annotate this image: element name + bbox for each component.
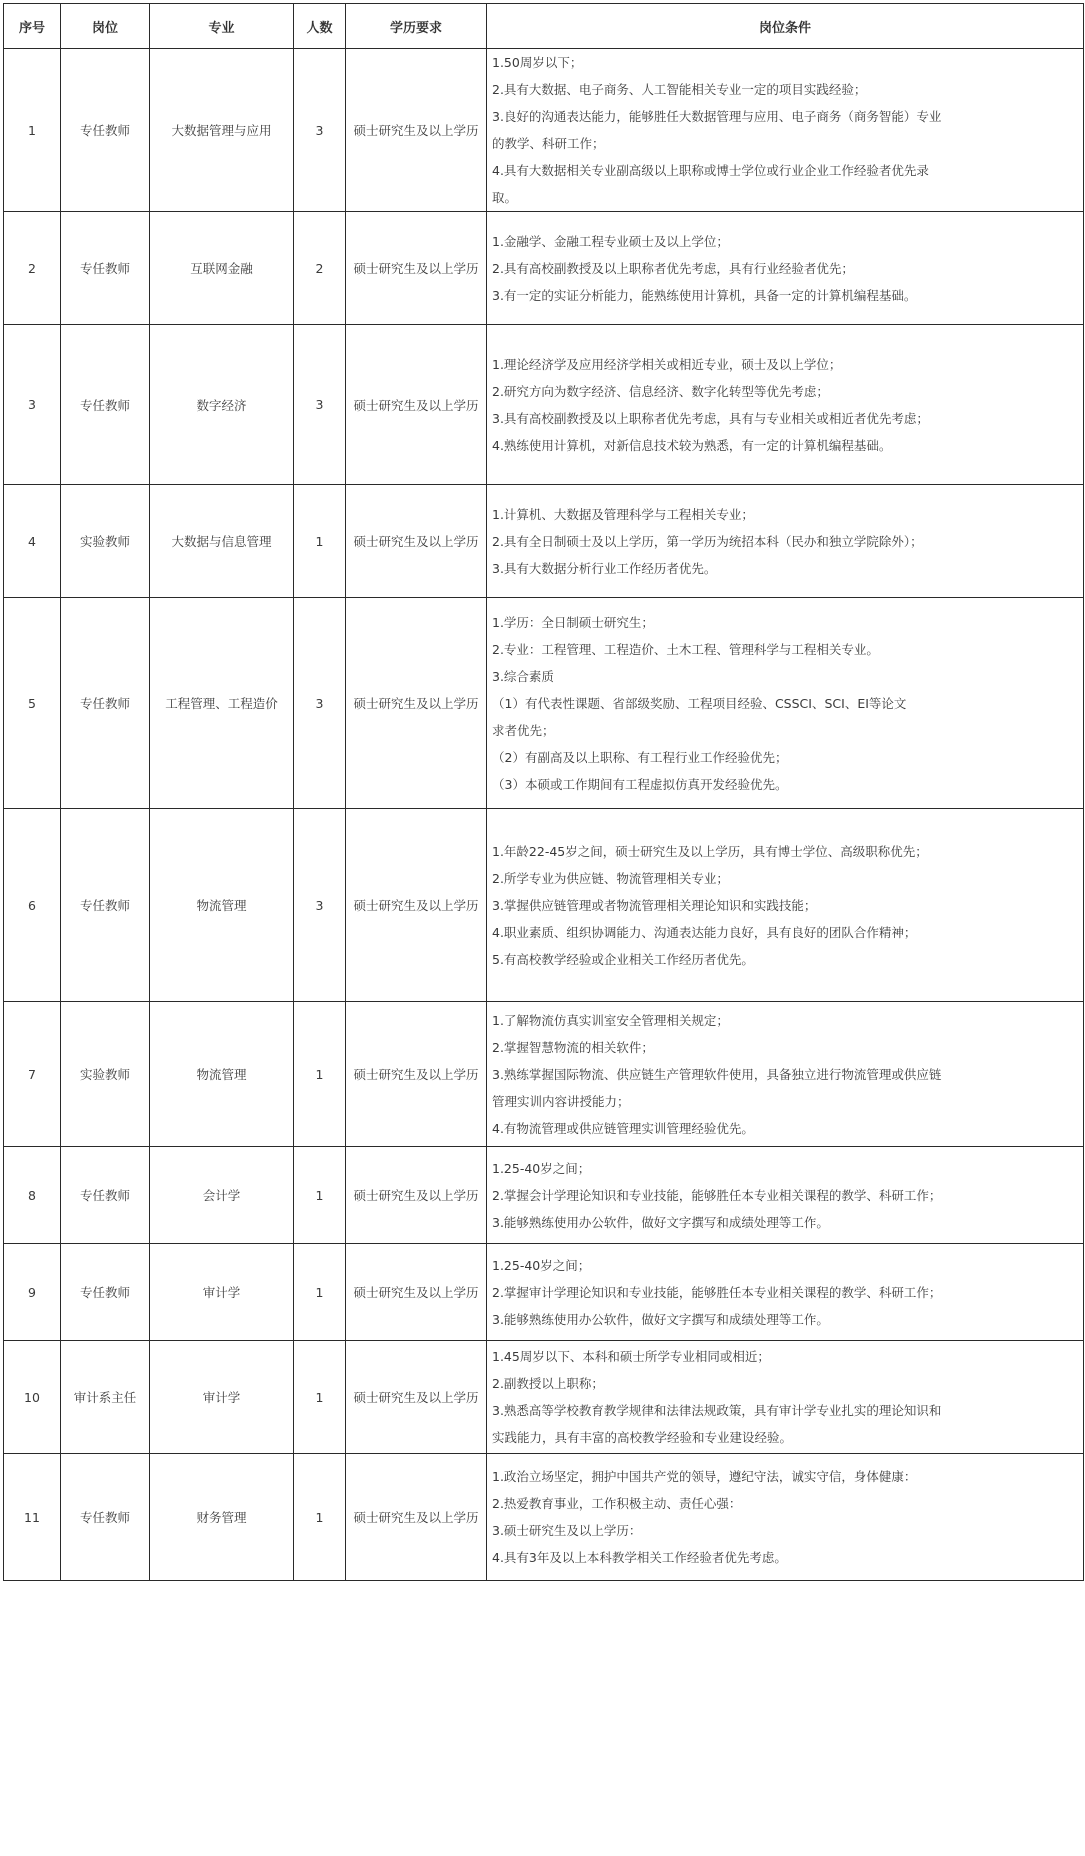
row-major: 大数据与信息管理 (150, 485, 294, 598)
table-row (4, 1341, 1084, 1454)
row-index: 4 (4, 485, 61, 598)
row-index: 7 (4, 1002, 61, 1147)
condition-line: 3.熟练掌握国际物流、供应链生产管理软件使用，具备独立进行物流管理或供应链 (492, 1066, 942, 1082)
table-row (4, 598, 1084, 809)
row-post: 专任教师 (61, 325, 150, 485)
row-count: 1 (294, 1002, 346, 1147)
row-count: 3 (294, 325, 346, 485)
table-row (4, 1002, 1084, 1147)
condition-line: 管理实训内容讲授能力； (492, 1093, 630, 1109)
row-major: 审计学 (150, 1341, 294, 1454)
row-index: 8 (4, 1147, 61, 1244)
row-post: 专任教师 (61, 1147, 150, 1244)
condition-line: 1.金融学、金融工程专业硕士及以上学位； (492, 233, 729, 249)
condition-line: 实践能力，具有丰富的高校教学经验和专业建设经验。 (492, 1430, 793, 1445)
row-education: 硕士研究生及以上学历 (346, 1454, 487, 1581)
row-education: 硕士研究生及以上学历 (346, 485, 487, 598)
table-row (4, 1244, 1084, 1341)
row-conditions (487, 1341, 1084, 1454)
row-index: 5 (4, 598, 61, 809)
condition-line: 2.具有全日制硕士及以上学历，第一学历为统招本科（民办和独立学院除外）； (492, 533, 923, 549)
row-conditions (487, 49, 1084, 212)
row-major: 物流管理 (150, 1002, 294, 1147)
row-education: 硕士研究生及以上学历 (346, 1147, 487, 1244)
row-education: 硕士研究生及以上学历 (346, 325, 487, 485)
condition-line: 5.有高校教学经验或企业相关工作经历者优先。 (492, 951, 754, 967)
row-post: 实验教师 (61, 1002, 150, 1147)
row-count: 1 (294, 1454, 346, 1581)
row-education: 硕士研究生及以上学历 (346, 212, 487, 325)
row-count: 1 (294, 1341, 346, 1454)
table-row (4, 325, 1084, 485)
row-conditions (487, 1244, 1084, 1341)
row-count: 1 (294, 1147, 346, 1244)
condition-line: 2.热爱教育事业，工作积极主动、责任心强： (492, 1496, 742, 1511)
condition-line: 3.硕士研究生及以上学历： (492, 1523, 642, 1538)
condition-line: 2.掌握智慧物流的相关软件； (492, 1039, 654, 1055)
row-conditions (487, 598, 1084, 809)
condition-line: 1.理论经济学及应用经济学相关或相近专业，硕士及以上学位； (492, 356, 842, 372)
condition-line: 1.45周岁以下、本科和硕士所学专业相同或相近； (492, 1349, 770, 1364)
header-education: 学历要求 (346, 4, 487, 49)
condition-line: 1.年龄22-45岁之间，硕士研究生及以上学历，具有博士学位、高级职称优先； (492, 843, 928, 859)
condition-line: 2.所学专业为供应链、物流管理相关专业； (492, 870, 729, 886)
row-count: 3 (294, 598, 346, 809)
row-conditions (487, 1002, 1084, 1147)
condition-line: 2.专业：工程管理、工程造价、土木工程、管理科学与工程相关专业。 (492, 641, 879, 657)
table-row (4, 1454, 1084, 1581)
condition-line: 1.计算机、大数据及管理科学与工程相关专业； (492, 506, 754, 522)
condition-line: 2.掌握审计学理论知识和专业技能，能够胜任本专业相关课程的教学、科研工作； (492, 1284, 942, 1300)
row-major: 工程管理、工程造价 (150, 598, 294, 809)
table-row (4, 485, 1084, 598)
condition-line: 3.能够熟练使用办公软件，做好文字撰写和成绩处理等工作。 (492, 1214, 829, 1230)
condition-line: 4.具有3年及以上本科教学相关工作经验者优先考虑。 (492, 1550, 787, 1565)
condition-line: 4.有物流管理或供应链管理实训管理经验优先。 (492, 1120, 754, 1136)
row-major: 互联网金融 (150, 212, 294, 325)
row-conditions (487, 325, 1084, 485)
condition-line: 的教学、科研工作； (492, 136, 605, 151)
row-education: 硕士研究生及以上学历 (346, 1244, 487, 1341)
row-post: 专任教师 (61, 1454, 150, 1581)
condition-line: （2）有副高及以上职称、有工程行业工作经验优先； (492, 749, 788, 765)
condition-line: 3.具有高校副教授及以上职称者优先考虑，具有与专业相关或相近者优先考虑； (492, 410, 929, 426)
row-major: 审计学 (150, 1244, 294, 1341)
row-post: 专任教师 (61, 809, 150, 1002)
row-index: 2 (4, 212, 61, 325)
row-education: 硕士研究生及以上学历 (346, 598, 487, 809)
row-post: 专任教师 (61, 598, 150, 809)
recruitment-table (3, 3, 1084, 1581)
row-post: 审计系主任 (61, 1341, 150, 1454)
header-post: 岗位 (61, 4, 150, 49)
table-row (4, 212, 1084, 325)
row-post: 专任教师 (61, 212, 150, 325)
row-count: 2 (294, 212, 346, 325)
condition-line: 3.综合素质 (492, 668, 554, 684)
condition-line: 2.掌握会计学理论知识和专业技能，能够胜任本专业相关课程的教学、科研工作； (492, 1187, 942, 1203)
row-count: 1 (294, 485, 346, 598)
row-index: 10 (4, 1341, 61, 1454)
condition-line: 3.能够熟练使用办公软件，做好文字撰写和成绩处理等工作。 (492, 1311, 829, 1327)
condition-line: 3.有一定的实证分析能力，能熟练使用计算机，具备一定的计算机编程基础。 (492, 287, 917, 303)
condition-line: 3.熟悉高等学校教育教学规律和法律法规政策，具有审计学专业扎实的理论知识和 (492, 1403, 942, 1418)
table-row (4, 809, 1084, 1002)
row-major: 会计学 (150, 1147, 294, 1244)
row-index: 6 (4, 809, 61, 1002)
condition-line: 2.具有大数据、电子商务、人工智能相关专业一定的项目实践经验； (492, 82, 867, 97)
header-count: 人数 (294, 4, 346, 49)
condition-line: 1.了解物流仿真实训室安全管理相关规定； (492, 1012, 729, 1028)
condition-line: 1.50周岁以下； (492, 55, 583, 70)
condition-line: 3.具有大数据分析行业工作经历者优先。 (492, 560, 717, 576)
row-index: 3 (4, 325, 61, 485)
row-post: 实验教师 (61, 485, 150, 598)
header-index: 序号 (4, 4, 61, 49)
condition-line: 3.良好的沟通表达能力，能够胜任大数据管理与应用、电子商务（商务智能）专业 (492, 109, 942, 124)
condition-line: 1.25-40岁之间； (492, 1160, 591, 1176)
header-row (4, 4, 1084, 49)
row-education: 硕士研究生及以上学历 (346, 809, 487, 1002)
condition-line: （3）本硕或工作期间有工程虚拟仿真开发经验优先。 (492, 776, 788, 792)
row-index: 11 (4, 1454, 61, 1581)
row-conditions (487, 485, 1084, 598)
table-row (4, 49, 1084, 212)
row-count: 3 (294, 49, 346, 212)
row-conditions (487, 212, 1084, 325)
row-education: 硕士研究生及以上学历 (346, 49, 487, 212)
row-major: 财务管理 (150, 1454, 294, 1581)
condition-line: 1.学历：全日制硕士研究生； (492, 614, 654, 630)
condition-line: （1）有代表性课题、省部级奖励、工程项目经验、CSSCI、SCI、EI等论文 (492, 695, 907, 711)
row-post: 专任教师 (61, 49, 150, 212)
condition-line: 2.具有高校副教授及以上职称者优先考虑，具有行业经验者优先； (492, 260, 854, 276)
table-row (4, 1147, 1084, 1244)
row-conditions (487, 1454, 1084, 1581)
row-index: 9 (4, 1244, 61, 1341)
row-education: 硕士研究生及以上学历 (346, 1002, 487, 1147)
condition-line: 1.政治立场坚定，拥护中国共产党的领导，遵纪守法，诚实守信，身体健康： (492, 1469, 917, 1484)
condition-line: 1.25-40岁之间； (492, 1257, 591, 1273)
condition-line: 4.职业素质、组织协调能力、沟通表达能力良好，具有良好的团队合作精神； (492, 924, 917, 940)
row-conditions (487, 809, 1084, 1002)
condition-line: 3.掌握供应链管理或者物流管理相关理论知识和实践技能； (492, 897, 817, 913)
condition-line: 取。 (492, 190, 518, 205)
condition-line: 求者优先； (492, 722, 555, 738)
row-count: 3 (294, 809, 346, 1002)
header-major: 专业 (150, 4, 294, 49)
row-major: 物流管理 (150, 809, 294, 1002)
condition-line: 4.熟练使用计算机，对新信息技术较为熟悉，有一定的计算机编程基础。 (492, 437, 892, 453)
row-count: 1 (294, 1244, 346, 1341)
row-major: 大数据管理与应用 (150, 49, 294, 212)
condition-line: 2.副教授以上职称； (492, 1376, 604, 1391)
row-post: 专任教师 (61, 1244, 150, 1341)
condition-line: 4.具有大数据相关专业副高级以上职称或博士学位或行业企业工作经验者优先录 (492, 163, 929, 178)
condition-line: 2.研究方向为数字经济、信息经济、数字化转型等优先考虑； (492, 383, 829, 399)
row-conditions (487, 1147, 1084, 1244)
header-conditions: 岗位条件 (487, 4, 1084, 49)
row-index: 1 (4, 49, 61, 212)
row-education: 硕士研究生及以上学历 (346, 1341, 487, 1454)
row-major: 数字经济 (150, 325, 294, 485)
